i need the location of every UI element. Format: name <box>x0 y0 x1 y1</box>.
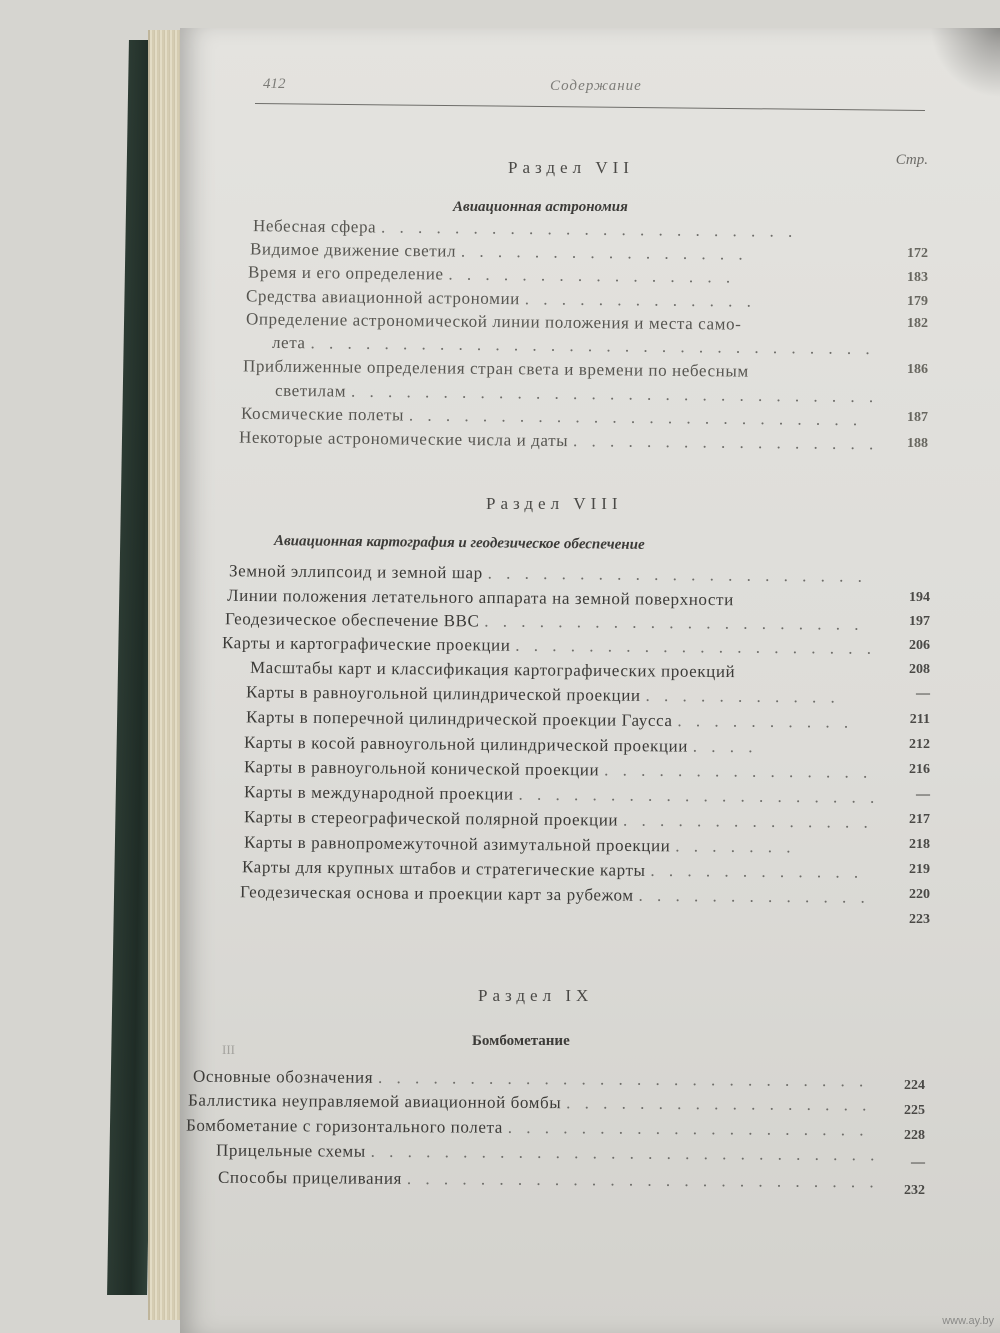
toc-entry: Карты в косой равноугольной цилиндрической проекции . . . . <box>243 732 758 757</box>
toc-entry: Некоторые астрономические числа и даты . . . . . . . . . . . . . . . . . <box>238 427 879 454</box>
toc-entry: Масштабы карт и классификация картографических проекций <box>249 657 736 682</box>
toc-page: 219 <box>909 862 930 877</box>
running-header <box>255 72 925 94</box>
toc-page: 223 <box>909 912 930 927</box>
toc-entry: Бомбометание с горизонтального полета . . . . . . . . . . . . . . . . . . . . <box>185 1115 869 1140</box>
toc-page: 216 <box>909 762 930 777</box>
section-subtitle: Бомбометание <box>472 1033 570 1049</box>
toc-entry: Баллистика неуправляемой авиационной бомбы . . . . . . . . . . . . . . . . . <box>187 1090 872 1115</box>
toc-page: 232 <box>904 1183 925 1198</box>
toc-page: 224 <box>904 1078 925 1093</box>
section-subtitle: Авиационная астрономия <box>453 199 628 215</box>
page-column-label: Стр. <box>895 152 928 168</box>
toc-entry: Видимое движение светил . . . . . . . . . . . . . . . . <box>249 239 748 264</box>
toc-page: 211 <box>909 712 930 727</box>
toc-entry: Карты в равнопромежуточной азимутальной проекции . . . . . . . <box>243 832 796 857</box>
toc-page: 188 <box>907 436 928 451</box>
toc-page: — <box>916 787 930 802</box>
toc-entry: Карты в стереографической полярной проекции . . . . . . . . . . . . . . <box>243 807 873 832</box>
toc-entry: Небесная сфера . . . . . . . . . . . . . . . . . . . . . . . <box>252 216 798 241</box>
toc-entry: Геодезическая основа и проекции карт за рубежом . . . . . . . . . . . . . <box>239 882 870 907</box>
section-title: Раздел IX <box>478 986 594 1005</box>
toc-entry: Карты в международной проекции . . . . . . . . . . . . . . . . . . . . <box>243 782 880 807</box>
toc-page: 212 <box>909 737 930 752</box>
toc-page: 225 <box>904 1103 925 1118</box>
toc-page: 179 <box>907 294 928 309</box>
toc-entry: Карты в поперечной цилиндрической проекции Гаусса . . . . . . . . . . <box>245 707 854 732</box>
toc-entry: Геодезическое обеспечение ВВС . . . . . . . . . . . . . . . . . . . . . <box>224 609 864 634</box>
print-mark: III <box>222 1042 235 1057</box>
toc-entry: Земной эллипсоид и земной шар . . . . . . . . . . . . . . . . . . . . . <box>228 561 867 586</box>
toc-page: 172 <box>907 246 928 261</box>
toc-entry: Карты в равноугольной конической проекции . . . . . . . . . . . . . . . <box>243 757 873 782</box>
toc-page: 197 <box>909 614 930 629</box>
toc-page: 187 <box>907 410 928 425</box>
toc-page: 194 <box>909 590 930 605</box>
toc-entry: Основные обозначения . . . . . . . . . . . . . . . . . . . . . . . . . . . <box>192 1066 869 1091</box>
toc-entry: Карты для крупных штабов и стратегические карты . . . . . . . . . . . . <box>241 857 864 882</box>
toc-entry-continued: лета . . . . . . . . . . . . . . . . . . . . . . . . . . . . . . . <box>271 332 875 359</box>
toc-entry: Средства авиационной астрономии . . . . . . . . . . . . . <box>245 286 757 311</box>
toc-page: — <box>911 1155 925 1170</box>
toc-entry: Космические полеты . . . . . . . . . . . . . . . . . . . . . . . . . <box>240 403 863 430</box>
page-number: 412 <box>263 76 286 92</box>
toc-page: 186 <box>907 362 928 377</box>
toc-page: 183 <box>907 270 928 285</box>
toc-page: 182 <box>907 316 928 331</box>
toc-entry: Способы прицеливания . . . . . . . . . . . . . . . . . . . . . . . . . . <box>217 1167 879 1192</box>
toc-entry: Приближенные определения стран света и времени по небесным <box>242 356 749 381</box>
toc-page: 218 <box>909 837 930 852</box>
toc-page: 206 <box>909 638 930 653</box>
toc-page: 217 <box>909 812 930 827</box>
running-title: Содержание <box>550 78 642 94</box>
toc-entry: Определение астрономической линии положения и места само- <box>245 309 742 334</box>
toc-entry: Линии положения летательного аппарата на земной поверхности <box>226 585 734 610</box>
section-subtitle: Авиационная картография и геодезическое обеспечение <box>273 533 645 553</box>
toc-page: 228 <box>904 1128 925 1143</box>
toc-entry-continued: светилам . . . . . . . . . . . . . . . . . . . . . . . . . . . . . <box>274 380 879 407</box>
toc-page: 220 <box>909 887 930 902</box>
toc-entry: Карты в равноугольной цилиндрической проекции . . . . . . . . . . . <box>245 682 840 707</box>
toc-page: — <box>916 686 930 701</box>
toc-entry: Карты и картографические проекции . . . . . . . . . . . . . . . . . . . . <box>221 633 877 658</box>
watermark: www.ay.by <box>942 1315 994 1327</box>
toc-entry: Время и его определение . . . . . . . . . . . . . . . . <box>247 262 736 287</box>
corner-shadow <box>930 28 1000 98</box>
section-title: Раздел VII <box>508 158 634 177</box>
toc-page: 208 <box>909 662 930 677</box>
section-title: Раздел VIII <box>486 494 623 513</box>
toc-entry: Прицельные схемы . . . . . . . . . . . . . . . . . . . . . . . . . . . . <box>215 1140 880 1165</box>
